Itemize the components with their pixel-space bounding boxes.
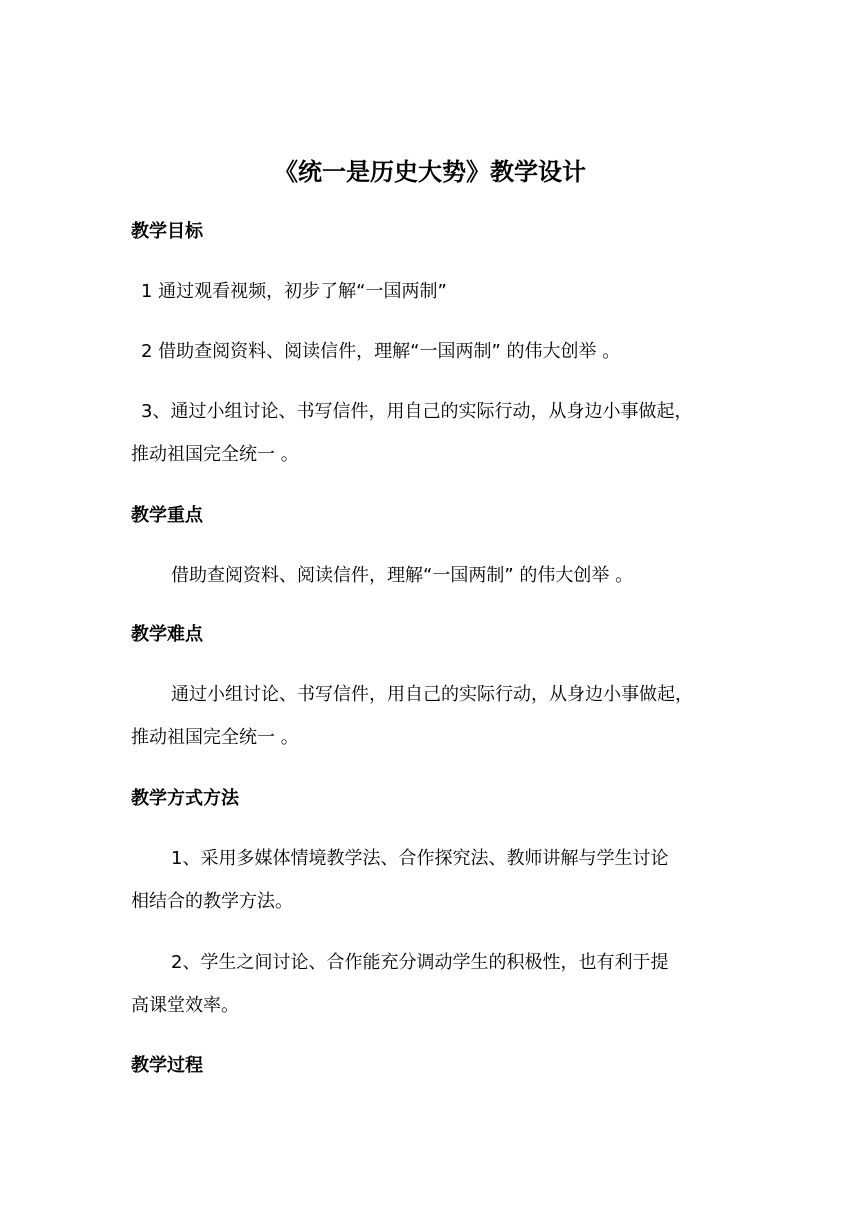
difficulty-line-1: 通过小组讨论、书写信件，用自己的实际行动，从身边小事做起， xyxy=(171,684,693,705)
objective-item-2: 2 借助查阅资料、阅读信件，理解“一国两制” 的伟大创举 。 xyxy=(141,341,621,362)
heading-difficulty: 教学难点 xyxy=(131,624,203,645)
heading-methods: 教学方式方法 xyxy=(131,788,239,809)
document-title: 《统一是历史大势》教学设计 xyxy=(274,158,586,186)
heading-key-point: 教学重点 xyxy=(131,505,203,526)
methods-line-1: 1、采用多媒体情境教学法、合作探究法、教师讲解与学生讨论 xyxy=(171,848,669,869)
key-point-text: 借助查阅资料、阅读信件，理解“一国两制” 的伟大创举 。 xyxy=(171,565,634,586)
objective-item-3: 3、通过小组讨论、书写信件，用自己的实际行动，从身边小事做起， xyxy=(141,401,693,422)
difficulty-line-2: 推动祖国完全统一 。 xyxy=(131,727,299,748)
heading-process: 教学过程 xyxy=(131,1055,203,1076)
methods-line-4: 高课堂效率。 xyxy=(131,995,239,1016)
methods-line-2: 相结合的教学方法。 xyxy=(131,891,293,912)
heading-objectives: 教学目标 xyxy=(131,221,203,242)
objective-item-3-cont: 推动祖国完全统一 。 xyxy=(131,444,299,465)
objective-item-1: 1 通过观看视频，初步了解“一国两制” xyxy=(141,281,447,302)
methods-line-3: 2、学生之间讨论、合作能充分调动学生的积极性，也有利于提 xyxy=(171,952,669,973)
